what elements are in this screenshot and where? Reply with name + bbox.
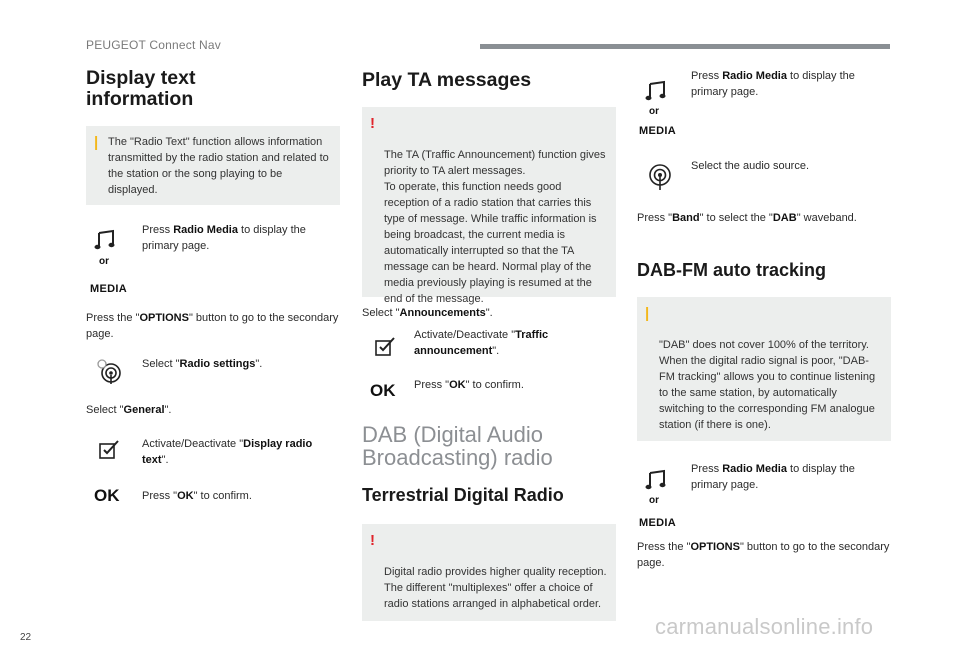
heading-line: DAB (Digital Audio <box>362 422 543 447</box>
text: ". <box>255 358 263 370</box>
text: Press the " <box>86 312 140 324</box>
music-note-icon <box>94 229 116 251</box>
step-ok <box>86 480 340 520</box>
page-number: 22 <box>20 632 32 643</box>
text: Select " <box>142 358 180 370</box>
step-text <box>142 356 262 372</box>
step-text <box>414 377 524 393</box>
bold-text: DAB <box>772 212 797 224</box>
step-radio-media <box>637 62 891 144</box>
music-note-icon <box>645 469 667 491</box>
text: to display the primary page. <box>691 70 855 98</box>
or-label: or <box>649 106 659 117</box>
text: Press <box>691 70 723 82</box>
text: " to confirm. <box>193 490 252 502</box>
step-audio-source <box>637 144 891 200</box>
text: " button to go to the secondary page. <box>86 312 339 340</box>
general-text <box>86 402 340 418</box>
checkbox-icon <box>374 335 396 357</box>
watermark: carmanualsonline.info <box>655 614 874 639</box>
step-radio-media-2 <box>637 449 891 537</box>
checkbox-icon <box>98 438 120 460</box>
text: Press <box>691 463 723 475</box>
heading-line: information <box>86 88 194 110</box>
column-dab-fm <box>637 62 891 571</box>
step-text <box>414 327 604 359</box>
step-traffic-announcement <box>362 327 616 373</box>
bold-text: Radio Media <box>173 224 238 236</box>
warning-marker-icon: ! <box>370 115 375 132</box>
bold-text: OPTIONS <box>139 312 189 324</box>
text: " button to go to the secondary page. <box>637 541 890 569</box>
bold-text: OK <box>449 379 466 391</box>
radio-settings-icon <box>94 356 124 386</box>
text: Press <box>142 224 174 236</box>
step-text <box>142 436 332 468</box>
step-radio-media <box>86 205 340 300</box>
heading-terrestrial-digital-radio: Terrestrial Digital Radio <box>362 485 564 505</box>
heading-line: Broadcasting) radio <box>362 445 553 470</box>
note-text: "DAB" does not cover 100% of the territory. When the digital radio signal is poor, "DAB-FM tracking" allows you to continue listening to the same station, by automatically switching to the corresponding FM analogue station (if there is one). <box>659 339 876 431</box>
note-text: The "Radio Text" function allows information transmitted by the radio station and related to the station or the song playing to be displayed. <box>108 136 329 196</box>
column-ta-dab <box>362 62 616 621</box>
bold-text: Radio settings <box>179 358 256 370</box>
step-text <box>142 488 252 504</box>
text: Press the " <box>637 541 691 553</box>
radio-source-icon <box>645 162 675 192</box>
media-button-label: MEDIA <box>639 517 676 529</box>
bold-text: OPTIONS <box>690 541 740 553</box>
step-display-radio-text <box>86 428 340 480</box>
bold-text: General <box>123 404 165 416</box>
announcements-text <box>362 305 616 321</box>
or-label: or <box>99 256 109 267</box>
ok-button-label: OK <box>370 381 396 400</box>
column-display-text <box>86 62 340 520</box>
info-marker-icon: | <box>645 305 650 322</box>
info-marker-icon: | <box>94 134 99 151</box>
text: Press " <box>414 379 450 391</box>
music-note-icon <box>645 80 667 102</box>
bold-text: Radio Media <box>722 70 787 82</box>
band-text <box>637 210 891 226</box>
ok-button-label: OK <box>94 486 120 505</box>
step-ok <box>362 373 616 409</box>
header-rule <box>480 44 890 49</box>
heading-line: Display text <box>86 67 196 89</box>
media-button-label: MEDIA <box>639 125 676 137</box>
text: ". <box>485 307 493 319</box>
heading-play-ta: Play TA messages <box>362 69 532 91</box>
text: to display the primary page. <box>142 224 306 252</box>
media-button-label: MEDIA <box>90 283 127 295</box>
step-radio-settings <box>86 350 340 400</box>
step-text <box>691 461 881 493</box>
options-text <box>86 310 340 342</box>
step-text <box>142 222 332 254</box>
step-text <box>691 68 881 100</box>
warning-note <box>362 524 616 621</box>
text: Select " <box>362 307 400 319</box>
info-note <box>86 126 340 205</box>
text: " waveband. <box>796 212 857 224</box>
note-text: Digital radio provides higher quality reception. The different "multiplexes" offer a choice of radio stations arranged in alphabetical order. <box>384 566 607 610</box>
bold-text: Announcements <box>399 307 486 319</box>
info-note <box>637 297 891 441</box>
text: ". <box>164 404 172 416</box>
heading-dab-fm-tracking: DAB-FM auto tracking <box>637 260 826 280</box>
text: " to confirm. <box>465 379 524 391</box>
text: Activate/Deactivate " <box>142 438 244 450</box>
running-header: PEUGEOT Connect Nav <box>86 38 221 52</box>
text: ". <box>161 454 169 466</box>
text: Select " <box>86 404 124 416</box>
bold-text: Traffic announcement <box>414 329 549 357</box>
text: to display the primary page. <box>691 463 855 491</box>
text: Press " <box>637 212 673 224</box>
or-label: or <box>649 495 659 506</box>
options-text <box>637 539 891 571</box>
text: Press " <box>142 490 178 502</box>
bold-text: OK <box>177 490 194 502</box>
warning-marker-icon: ! <box>370 532 375 549</box>
section-title-dab <box>362 423 616 469</box>
text: ". <box>492 345 500 357</box>
text: Activate/Deactivate " <box>414 329 516 341</box>
heading-display-text <box>86 68 340 110</box>
bold-text: Display radio text <box>142 438 313 466</box>
text: " to select the " <box>699 212 773 224</box>
bold-text: Band <box>672 212 700 224</box>
warning-note <box>362 107 616 305</box>
note-text: The TA (Traffic Announcement) function gives priority to TA alert messages. To operate, this function needs good reception of a radio station that carries this type of message. While traffic information is being broadcast, the current media is automatically interrupted so that the TA message can be heard. Normal play of the media previously playing is resumed at the end of the message. <box>384 149 606 305</box>
bold-text: Radio Media <box>722 463 787 475</box>
step-text: Select the audio source. <box>691 160 810 172</box>
